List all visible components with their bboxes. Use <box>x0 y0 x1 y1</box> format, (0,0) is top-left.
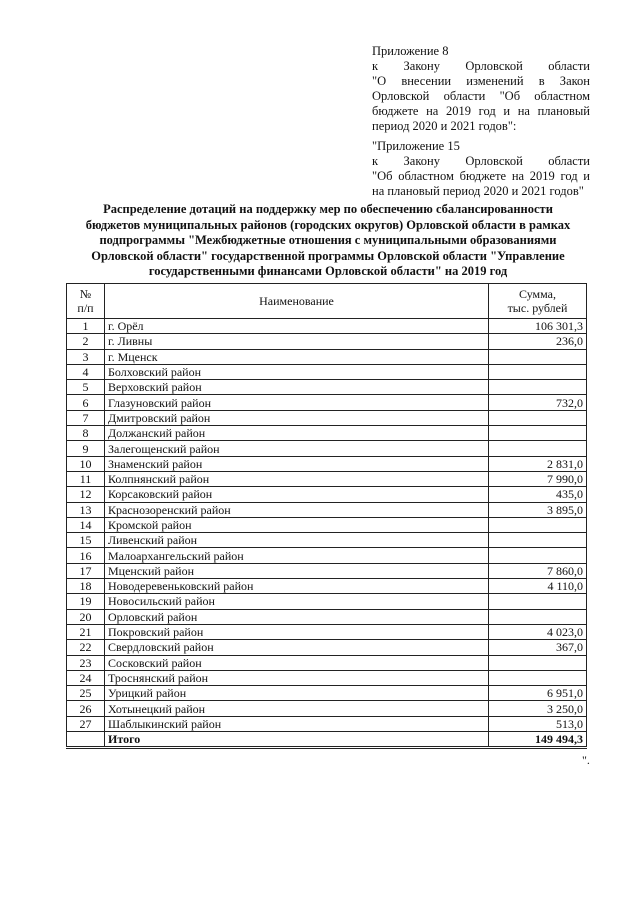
row-number: 7 <box>67 410 105 425</box>
appendix-line: бюджете на 2019 год и на плановый <box>372 104 590 118</box>
row-sum: 7 860,0 <box>489 563 587 578</box>
closing-quote-mark: ". <box>582 753 590 767</box>
total-sum: 149 494,3 <box>489 732 587 748</box>
row-number: 4 <box>67 364 105 379</box>
table-row <box>67 380 587 395</box>
appendix-8-note <box>372 44 590 134</box>
row-name: Дмитровский район <box>105 410 489 425</box>
table-header-row <box>67 284 587 319</box>
appendix-15-note <box>372 139 590 199</box>
table-row <box>67 624 587 639</box>
table-row <box>67 471 587 486</box>
row-sum <box>489 655 587 670</box>
title-line: Орловской области" государственной программы Орловской области "Управление <box>91 248 565 263</box>
row-name: Малоархангельский район <box>105 548 489 563</box>
row-number: 2 <box>67 334 105 349</box>
row-sum: 2 831,0 <box>489 456 587 471</box>
row-number: 3 <box>67 349 105 364</box>
row-name: Сосковский район <box>105 655 489 670</box>
header-sum <box>489 284 587 319</box>
row-sum <box>489 594 587 609</box>
table-row <box>67 548 587 563</box>
row-number: 22 <box>67 640 105 655</box>
header-sum-line1: Сумма, <box>519 287 556 301</box>
document-title <box>70 202 586 280</box>
row-sum: 513,0 <box>489 716 587 731</box>
row-name: г. Ливны <box>105 334 489 349</box>
title-line: Распределение дотаций на поддержку мер по обеспечению сбалансированности <box>103 202 553 216</box>
row-sum <box>489 533 587 548</box>
row-number: 26 <box>67 701 105 716</box>
table-row <box>67 410 587 425</box>
row-sum: 236,0 <box>489 334 587 349</box>
table-row <box>67 502 587 517</box>
table-row <box>67 579 587 594</box>
header-sum-line2: тыс. рублей <box>507 301 568 315</box>
row-sum <box>489 380 587 395</box>
total-label: Итого <box>105 732 489 748</box>
row-number: 16 <box>67 548 105 563</box>
row-name: Ливенский район <box>105 533 489 548</box>
row-name: Знаменский район <box>105 456 489 471</box>
table-row <box>67 609 587 624</box>
row-sum: 3 895,0 <box>489 502 587 517</box>
appendix-line: "Об областном бюджете на 2019 год и <box>372 169 590 183</box>
row-sum: 435,0 <box>489 487 587 502</box>
table-row <box>67 594 587 609</box>
table-row <box>67 364 587 379</box>
title-line: подпрограммы "Межбюджетные отношения с муниципальными образованиями <box>99 233 557 247</box>
row-sum <box>489 548 587 563</box>
row-number: 6 <box>67 395 105 410</box>
row-number: 27 <box>67 716 105 731</box>
table-row <box>67 487 587 502</box>
row-name: Троснянский район <box>105 670 489 685</box>
row-name: г. Мценск <box>105 349 489 364</box>
total-number-cell <box>67 732 105 748</box>
row-sum <box>489 609 587 624</box>
row-sum: 4 023,0 <box>489 624 587 639</box>
row-sum: 7 990,0 <box>489 471 587 486</box>
row-name: Кромской район <box>105 517 489 532</box>
row-name: Урицкий район <box>105 686 489 701</box>
row-sum: 3 250,0 <box>489 701 587 716</box>
table-row <box>67 441 587 456</box>
row-sum <box>489 426 587 441</box>
row-sum: 106 301,3 <box>489 319 587 334</box>
header-number-line2: п/п <box>77 301 94 315</box>
row-name: Глазуновский район <box>105 395 489 410</box>
total-row <box>67 732 587 748</box>
appendix-line: на плановый период 2020 и 2021 годов" <box>372 184 584 198</box>
row-number: 25 <box>67 686 105 701</box>
row-name: Новосильский район <box>105 594 489 609</box>
row-name: Болховский район <box>105 364 489 379</box>
table-row <box>67 517 587 532</box>
row-number: 17 <box>67 563 105 578</box>
row-sum <box>489 364 587 379</box>
table-row <box>67 395 587 410</box>
row-sum <box>489 349 587 364</box>
title-line: бюджетов муниципальных районов (городских округов) Орловской области в рамках <box>85 217 571 232</box>
row-name: Шаблыкинский район <box>105 716 489 731</box>
table-body <box>67 319 587 732</box>
row-number: 21 <box>67 624 105 639</box>
row-name: Корсаковский район <box>105 487 489 502</box>
appendix-line: Приложение 8 <box>372 44 449 58</box>
row-number: 11 <box>67 471 105 486</box>
table-row <box>67 655 587 670</box>
row-number: 18 <box>67 579 105 594</box>
row-number: 10 <box>67 456 105 471</box>
table-row <box>67 319 587 334</box>
appendix-line: период 2020 и 2021 годов": <box>372 119 517 133</box>
table-row <box>67 640 587 655</box>
row-number: 13 <box>67 502 105 517</box>
row-number: 24 <box>67 670 105 685</box>
table-row <box>67 426 587 441</box>
table-row <box>67 533 587 548</box>
row-name: Краснозоренский район <box>105 502 489 517</box>
appendix-line: Орловской области "Об областном <box>372 89 590 103</box>
table-row <box>67 563 587 578</box>
row-sum <box>489 441 587 456</box>
row-number: 14 <box>67 517 105 532</box>
table-row <box>67 701 587 716</box>
appendix-line: к Закону Орловской области <box>372 154 590 168</box>
row-name: Должанский район <box>105 426 489 441</box>
row-number: 1 <box>67 319 105 334</box>
header-number-line1: № <box>79 287 92 301</box>
row-number: 8 <box>67 426 105 441</box>
row-name: Покровский район <box>105 624 489 639</box>
row-sum <box>489 410 587 425</box>
row-sum: 367,0 <box>489 640 587 655</box>
row-name: Колпнянский район <box>105 471 489 486</box>
row-name: Свердловский район <box>105 640 489 655</box>
appendix-line: "Приложение 15 <box>372 139 460 153</box>
appendix-line: к Закону Орловской области <box>372 59 590 73</box>
row-number: 15 <box>67 533 105 548</box>
row-name: Мценский район <box>105 563 489 578</box>
row-number: 12 <box>67 487 105 502</box>
row-number: 20 <box>67 609 105 624</box>
table-row <box>67 456 587 471</box>
row-number: 19 <box>67 594 105 609</box>
table-row <box>67 349 587 364</box>
title-line: государственными финансами Орловской области" на 2019 год <box>148 264 508 278</box>
row-number: 23 <box>67 655 105 670</box>
row-sum <box>489 670 587 685</box>
table-row <box>67 716 587 731</box>
table-row <box>67 686 587 701</box>
row-name: Верховский район <box>105 380 489 395</box>
row-sum: 4 110,0 <box>489 579 587 594</box>
table-row <box>67 334 587 349</box>
row-sum: 732,0 <box>489 395 587 410</box>
table-row <box>67 670 587 685</box>
row-name: г. Орёл <box>105 319 489 334</box>
header-name: Наименование <box>105 284 489 319</box>
header-number <box>67 284 105 319</box>
row-number: 5 <box>67 380 105 395</box>
row-number: 9 <box>67 441 105 456</box>
row-sum: 6 951,0 <box>489 686 587 701</box>
distribution-table <box>66 283 587 749</box>
row-name: Залегощенский район <box>105 441 489 456</box>
row-name: Новодеревеньковский район <box>105 579 489 594</box>
row-name: Орловский район <box>105 609 489 624</box>
appendix-line: "О внесении изменений в Закон <box>372 74 590 88</box>
row-sum <box>489 517 587 532</box>
row-name: Хотынецкий район <box>105 701 489 716</box>
